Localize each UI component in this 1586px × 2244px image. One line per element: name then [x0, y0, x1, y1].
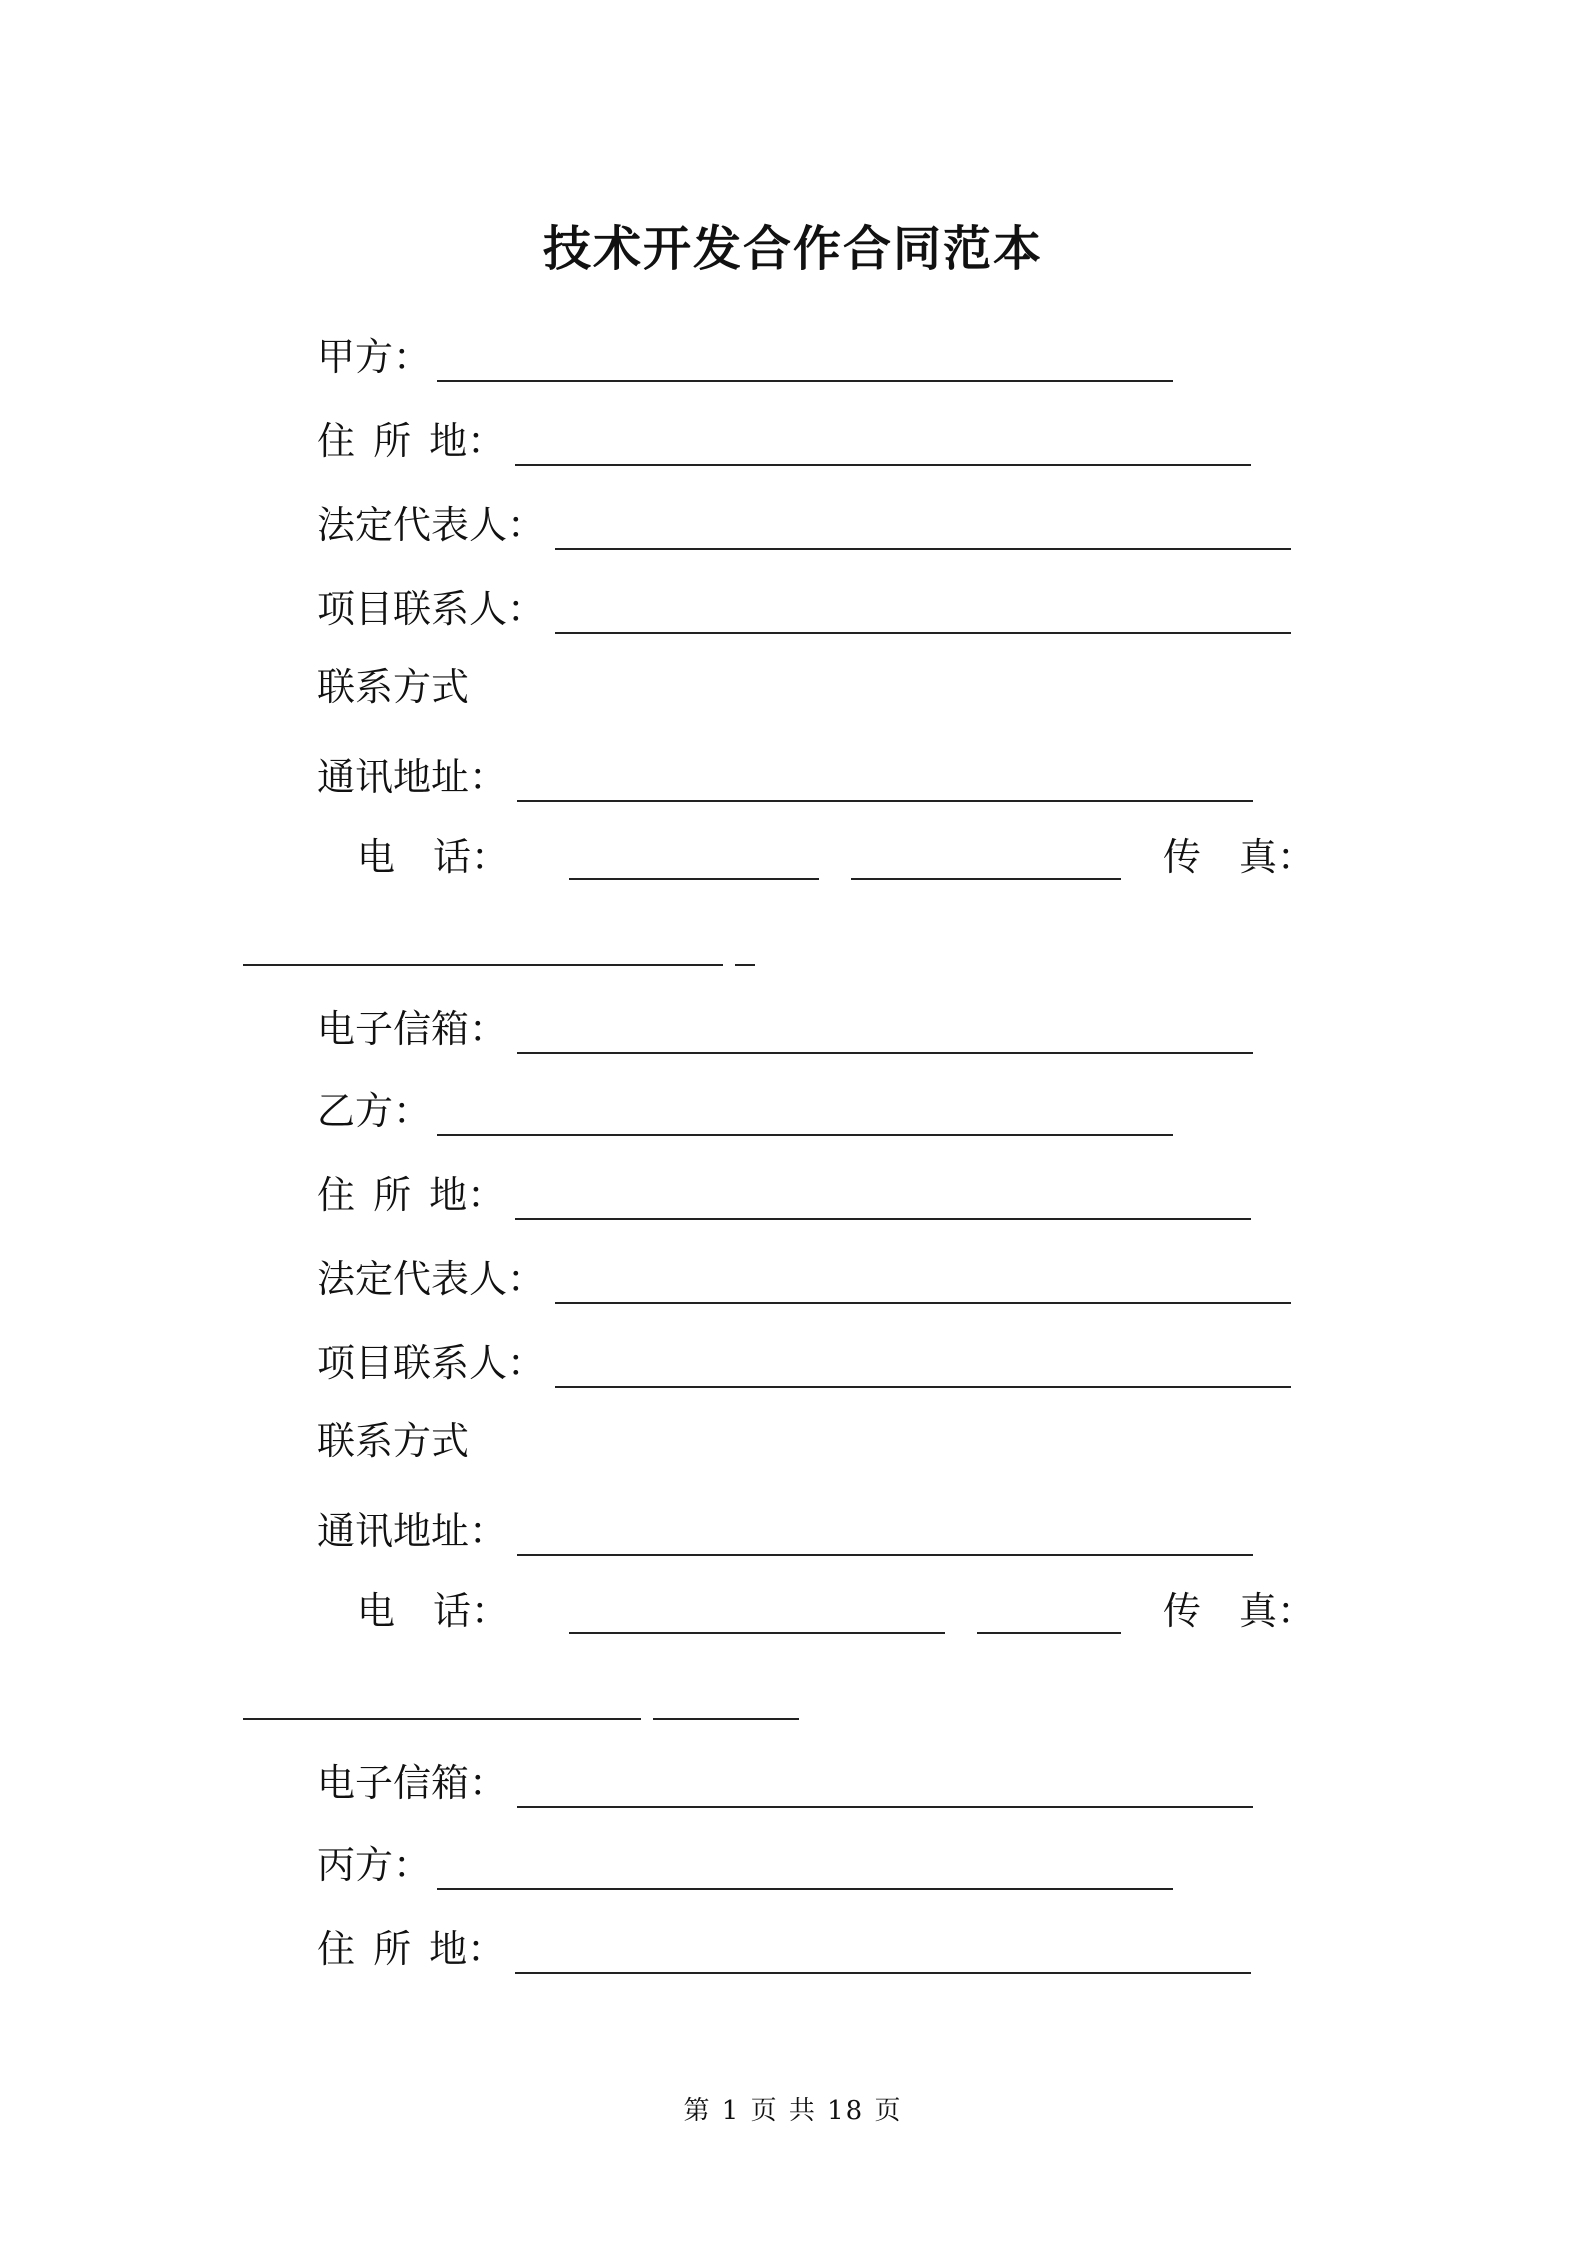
- party-a-legal-rep-field[interactable]: [555, 508, 1291, 550]
- party-a-field[interactable]: [437, 340, 1173, 382]
- party-b-contact-method-row: [317, 1416, 469, 1466]
- party-b-legal-rep-field[interactable]: [555, 1262, 1291, 1304]
- party-b-contact-person-row: [317, 1338, 1291, 1388]
- page-footer: 第 1 页 共 18 页: [683, 2096, 903, 2126]
- party-b-label: 乙方：: [317, 1089, 432, 1133]
- party-a-email-row: [317, 1004, 1253, 1054]
- party-a-row: [317, 332, 1173, 382]
- party-b-phone-label: 电 话：: [357, 1589, 510, 1633]
- party-b-legal-rep-label: 法定代表人：: [317, 1257, 546, 1301]
- party-a-legal-rep-label: 法定代表人：: [317, 503, 546, 547]
- party-b-email-field[interactable]: [517, 1766, 1253, 1808]
- party-b-address-row: [317, 1170, 1251, 1220]
- party-a-mail-address-label: 通讯地址：: [317, 755, 508, 799]
- party-b-email-label: 电子信箱：: [317, 1761, 508, 1805]
- party-b-fax-label: 传 真：: [1163, 1589, 1316, 1633]
- party-a-label: 甲方：: [317, 335, 432, 379]
- party-b-mail-address-field[interactable]: [517, 1514, 1253, 1556]
- party-a-fax-field[interactable]: [243, 924, 723, 966]
- document-title: 技术开发合作合同范本: [542, 221, 1043, 277]
- party-b-contact-person-field[interactable]: [555, 1346, 1291, 1388]
- party-a-fax-field-tail[interactable]: [735, 924, 755, 966]
- party-a-fax-label: 传 真：: [1163, 835, 1316, 879]
- party-b-phone-field-2[interactable]: [977, 1592, 1121, 1634]
- party-a-phone-field[interactable]: [569, 838, 819, 880]
- party-c-address-row: [317, 1924, 1251, 1974]
- party-a-contact-method-row: [317, 662, 469, 712]
- party-a-phone-field-2[interactable]: [851, 838, 1121, 880]
- party-b-contact-person-label: 项目联系人：: [317, 1341, 546, 1385]
- party-b-address-label: 住 所 地：: [317, 1173, 506, 1217]
- party-b-email-row: [317, 1758, 1253, 1808]
- party-c-address-label: 住 所 地：: [317, 1927, 506, 1971]
- party-a-contact-person-row: [317, 584, 1291, 634]
- party-b-fax-field-tail[interactable]: [653, 1678, 799, 1720]
- party-b-mail-address-row: [317, 1506, 1253, 1556]
- party-a-contact-person-label: 项目联系人：: [317, 587, 546, 631]
- party-a-phone-label: 电 话：: [357, 835, 510, 879]
- party-b-fax-field[interactable]: [243, 1678, 641, 1720]
- party-b-row: [317, 1086, 1173, 1136]
- party-a-mail-address-field[interactable]: [517, 760, 1253, 802]
- party-c-row: [317, 1840, 1173, 1890]
- party-b-phone-field[interactable]: [569, 1592, 945, 1634]
- party-b-legal-rep-row: [317, 1254, 1291, 1304]
- party-a-contact-method-label: 联系方式: [317, 665, 470, 709]
- party-a-mail-address-row: [317, 752, 1253, 802]
- party-a-email-field[interactable]: [517, 1012, 1253, 1054]
- party-a-legal-rep-row: [317, 500, 1291, 550]
- party-a-address-row: [317, 416, 1251, 466]
- party-a-address-label: 住 所 地：: [317, 419, 506, 463]
- party-c-field[interactable]: [437, 1848, 1173, 1890]
- party-c-address-field[interactable]: [515, 1932, 1251, 1974]
- party-a-email-label: 电子信箱：: [317, 1007, 508, 1051]
- party-c-label: 丙方：: [317, 1843, 432, 1887]
- party-b-mail-address-label: 通讯地址：: [317, 1509, 508, 1553]
- party-a-contact-person-field[interactable]: [555, 592, 1291, 634]
- party-b-contact-method-label: 联系方式: [317, 1419, 470, 1463]
- party-b-address-field[interactable]: [515, 1178, 1251, 1220]
- party-a-address-field[interactable]: [515, 424, 1251, 466]
- party-b-field[interactable]: [437, 1094, 1173, 1136]
